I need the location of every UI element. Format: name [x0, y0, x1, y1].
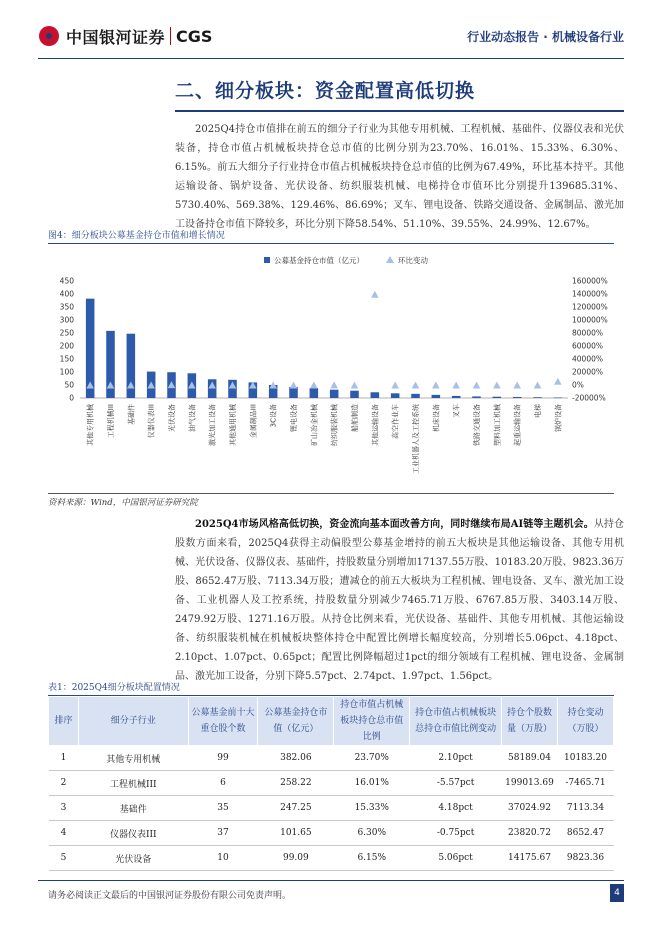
table-row: [49, 796, 614, 821]
x-tick-label: 激光加工设备: [208, 404, 217, 446]
table-caption: 表1：2025Q4细分板块配置情况: [48, 680, 614, 696]
paragraph-2-lead: 2025Q4市场风格高低切换，资金流向基本面改善方向，同时继续布局AI链等主题机会。: [195, 519, 594, 530]
table-cell: 15.33%: [334, 796, 410, 821]
table-cell: 58189.04: [502, 746, 558, 771]
table-cell: 10183.20: [557, 746, 613, 771]
table-cell: 5: [49, 846, 79, 871]
report-type: 行业动态报告 · 机械设备行业: [467, 30, 624, 44]
table-header: 公募基金前十大重仓股个数: [188, 697, 258, 746]
table-cell: 23.70%: [334, 746, 410, 771]
bar: [493, 397, 502, 398]
table-cell: 23820.72: [502, 821, 558, 846]
y-right-tick: 20000%: [572, 367, 603, 377]
section-title: 二、细分板块：资金配置高低切换: [175, 80, 476, 102]
table-cell: 基础件: [78, 796, 188, 821]
x-tick-label: 船舶制造: [351, 404, 359, 432]
x-tick-label: 3C设备: [269, 404, 278, 428]
table-cell: 101.65: [258, 821, 334, 846]
y-right-tick: -20000%: [572, 393, 606, 403]
table-cell: 5.06pct: [410, 846, 502, 871]
y-left-tick: 150: [59, 354, 74, 364]
table-header: 排序: [49, 697, 79, 746]
y-right-tick: 80000%: [572, 328, 603, 338]
table-header: 持仓变动（万股）: [557, 697, 613, 746]
x-tick-label: 电梯: [534, 404, 542, 418]
x-tick-label: 仪器仪表III: [147, 404, 156, 439]
y-left-tick: 350: [59, 302, 74, 312]
table-cell: 99: [188, 746, 258, 771]
table-cell: 37: [188, 821, 258, 846]
x-tick-label: 机床设备: [432, 404, 441, 432]
header-divider: [38, 58, 624, 59]
x-tick-label: 锅炉设备: [554, 404, 563, 432]
y-right-tick: 160000%: [572, 276, 608, 286]
bar: [432, 395, 441, 398]
bar: [533, 397, 542, 398]
x-tick-label: 矿山冶金机械: [310, 404, 319, 446]
table-cell: 382.06: [258, 746, 334, 771]
table-cell: 258.22: [258, 771, 334, 796]
x-tick-label: 塑料加工机械: [493, 404, 502, 446]
change-marker: [371, 291, 379, 298]
table-cell: 4.18pct: [410, 796, 502, 821]
y-right-tick: 0%: [572, 380, 584, 390]
legend-label: 公募基金持仓市值（亿元）: [274, 256, 364, 265]
paragraph-2: [175, 515, 624, 686]
change-marker: [452, 382, 460, 389]
y-left-tick: 0: [69, 393, 74, 403]
table-cell: -0.75pct: [410, 821, 502, 846]
figure-caption: 图4：细分板块公募基金持仓市值和增长情况: [48, 228, 614, 244]
table-cell: 35: [188, 796, 258, 821]
change-marker: [493, 381, 501, 388]
table-cell: 1: [49, 746, 79, 771]
table-cell: 10: [188, 846, 258, 871]
paragraph-1: 2025Q4持仓市值排在前五的细分子行业为其他专用机械、工程机械、基础件、仪器仪表和光伏装备，持仓市值占机械板块持仓总市值的比例分别为23.70%、16.01%、15.33%、6.30%、6.15%。前五大细分子行业持仓市值占机械板块持仓总市值的比例为67.49%，环比基本持平。其他运输设备、锅炉设备、光伏设备、纺织服装机械、电梯持仓市值环比分别提升139685.31%、5730.40%、569.38%、129.46%、86.69%；叉车、锂电设备、铁路交通设备、金属制品、激光加工设备持仓市值下降较多，环比分别下降58.54%、51.10%、39.55%、24.99%、12.67%。: [175, 124, 624, 230]
company-logo: [38, 22, 212, 50]
table-cell: 8652.47: [557, 821, 613, 846]
table-cell: 其他专用机械: [78, 746, 188, 771]
table-cell: 14175.67: [502, 846, 558, 871]
logo-icon: [38, 25, 60, 47]
x-tick-label: 锂电设备: [290, 404, 298, 432]
table-header: 公募基金持仓市值（亿元）: [258, 697, 334, 746]
table-cell: -5.57pct: [410, 771, 502, 796]
x-tick-label: 纺织服装机械: [330, 404, 339, 446]
x-tick-label: 高空作业车: [391, 404, 400, 439]
x-tick-label: 叉车: [452, 404, 461, 418]
logo-divider: [170, 27, 171, 45]
bar: [513, 397, 522, 398]
x-tick-label: 其他通用机械: [229, 404, 237, 446]
table-cell: 2.10pct: [410, 746, 502, 771]
table-row: [49, 821, 614, 846]
chart-source: 资料来源：Wind，中国银河证券研究院: [48, 493, 614, 508]
y-left-tick: 250: [59, 328, 74, 338]
table-cell: 9823.36: [557, 846, 613, 871]
y-right-tick: 140000%: [572, 289, 608, 299]
legend-bar-swatch: [264, 257, 270, 263]
holdings-chart: [48, 248, 614, 490]
table-cell: 4: [49, 821, 79, 846]
bar: [554, 397, 563, 398]
page-number: 4: [610, 884, 624, 902]
change-marker: [269, 381, 277, 388]
table-row: [49, 746, 614, 771]
x-tick-label: 起重运输设备: [513, 404, 522, 446]
table-cell: 199013.69: [502, 771, 558, 796]
x-tick-label: 基础件: [127, 404, 136, 425]
y-right-tick: 60000%: [572, 341, 603, 351]
allocation-table: [48, 696, 614, 871]
table-header: 细分子行业: [78, 697, 188, 746]
x-tick-label: 其他运输设备: [371, 404, 380, 446]
logo-cn: 中国银河证券: [66, 27, 166, 47]
bar: [350, 391, 359, 398]
table-cell: 3: [49, 796, 79, 821]
paragraph-2-body: 从持仓股数方面来看，2025Q4获得主动偏股型公募基金增持的前五大板块是其他运输设备、其他专用机械、光伏设备、仪器仪表、基础件，持股数量分别增加17137.55万股、10183.20万股、9823.36万股、8652.47万股、7113.34万股；遭减仓的前五大板块为工程机械、锂电设备、叉车、激光加工设备、工业机器人及工控系统，持股数量分别减少7465.71万股、6767.85万股、3403.14万股、2479.92万股、1271.16万股。从持仓比例来看，光伏设备、基础件、其他专用机械、其他运输设备、纺织服装机械在机械板块整体持仓中配置比例增长幅度较高，分别增长5.06pct、4.18pct、2.10pct、1.07pct、0.65pct；配置比例降幅超过1pct的细分领域有工程机械、锂电设备、金属制品、激光加工设备，分别下降5.57pct、2.74pct、1.97pct、1.56pct。: [175, 519, 625, 682]
x-tick-label: 工业机器人及工控系统: [412, 404, 420, 474]
table-row: [49, 771, 614, 796]
table-cell: 99.09: [258, 846, 334, 871]
table-cell: 6.15%: [334, 846, 410, 871]
table-cell: 工程机械III: [78, 771, 188, 796]
change-marker: [310, 381, 318, 388]
legend-label: 环比变动: [398, 256, 428, 265]
y-left-tick: 400: [59, 289, 74, 299]
y-left-tick: 100: [59, 367, 74, 377]
table-cell: 仪器仪表III: [78, 821, 188, 846]
logo-en: CGS: [176, 26, 213, 46]
section-divider: [175, 110, 624, 112]
change-marker: [473, 382, 481, 389]
y-left-tick: 300: [59, 315, 74, 325]
table-header: 持仓个股数量（万股）: [502, 697, 558, 746]
bar: [391, 393, 400, 398]
table-cell: 7113.34: [557, 796, 613, 821]
bar: [371, 392, 380, 398]
table-cell: 37024.92: [502, 796, 558, 821]
table-cell: 16.01%: [334, 771, 410, 796]
table-header: 持仓市值占机械板块持仓总市值比例: [334, 697, 410, 746]
table-cell: 247.25: [258, 796, 334, 821]
y-right-tick: 40000%: [572, 354, 603, 364]
change-marker: [351, 381, 359, 388]
change-marker: [554, 378, 562, 385]
change-marker: [290, 382, 298, 389]
table-cell: 光伏设备: [78, 846, 188, 871]
x-tick-label: 油气设备: [188, 404, 197, 432]
table-header: 持仓市值占机械板块总持仓市值比例变动: [410, 697, 502, 746]
table-cell: 2: [49, 771, 79, 796]
y-left-tick: 450: [59, 276, 74, 286]
change-marker: [534, 381, 542, 388]
bar: [472, 396, 481, 398]
table-cell: 6.30%: [334, 821, 410, 846]
table-cell: 6: [188, 771, 258, 796]
footer-divider: [38, 880, 624, 881]
legend-triangle-swatch: [386, 256, 394, 263]
y-right-tick: 100000%: [572, 315, 608, 325]
table-cell: -7465.71: [557, 771, 613, 796]
y-right-tick: 120000%: [572, 302, 608, 312]
y-left-tick: 50: [64, 380, 74, 390]
x-tick-label: 光伏设备: [168, 404, 176, 432]
change-marker: [330, 381, 338, 388]
x-tick-label: 其他专用机械: [86, 404, 95, 446]
table-header-row: [49, 697, 614, 746]
x-tick-label: 工程机械III: [107, 404, 115, 439]
x-tick-label: 金属制品III: [249, 404, 258, 439]
footer-disclaimer: 请务必阅读正文最后的中国银河证券股份有限公司免责声明。: [48, 891, 292, 901]
change-marker: [412, 381, 420, 388]
bar: [310, 388, 319, 398]
x-tick-label: 铁路交通设备: [473, 404, 481, 446]
table-row: [49, 846, 614, 871]
bar: [330, 390, 339, 398]
bar: [411, 394, 420, 398]
change-marker: [513, 381, 521, 388]
y-left-tick: 200: [59, 341, 74, 351]
bar: [452, 396, 461, 398]
change-marker: [391, 381, 399, 388]
change-marker: [432, 381, 440, 388]
bar: [289, 387, 298, 398]
